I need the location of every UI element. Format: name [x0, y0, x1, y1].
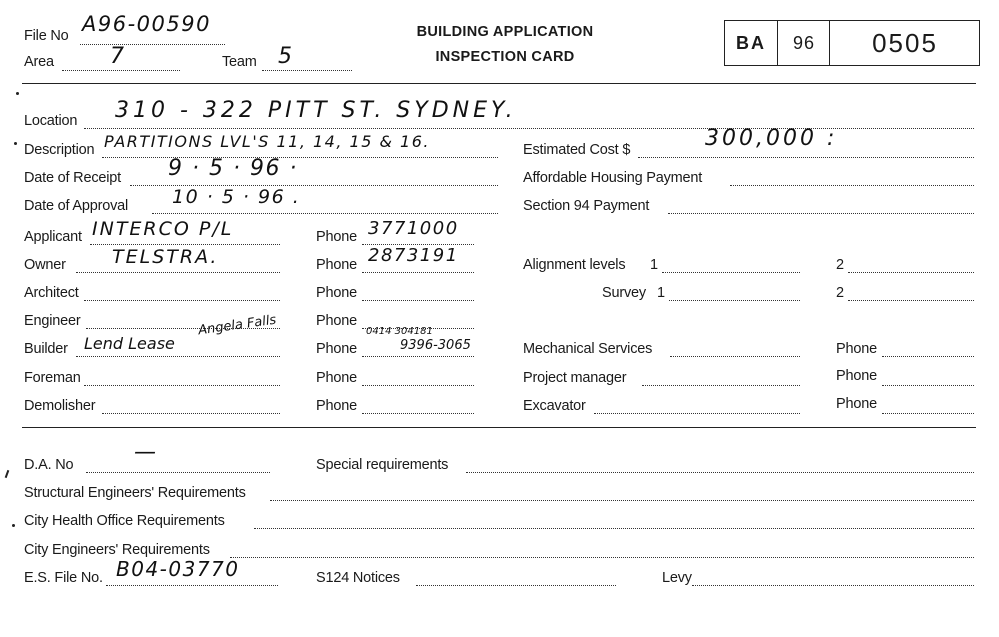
architect-label: Architect [24, 285, 79, 301]
file-no-value: A96-00590 [82, 12, 211, 36]
es-file-line [106, 585, 278, 586]
builder-phone-label: Phone [316, 341, 357, 357]
receipt-label: Date of Receipt [24, 170, 121, 186]
es-file-value: B04-03770 [116, 557, 240, 581]
file-no-line [80, 44, 225, 45]
alignment-levels-label: Alignment levels [523, 257, 626, 273]
da-no-line [86, 472, 270, 473]
owner-phone-label: Phone [316, 257, 357, 273]
applicant-label: Applicant [24, 229, 82, 245]
builder-value: Lend Lease [84, 334, 175, 353]
area-value: 7 [110, 44, 126, 69]
description-value: PARTITIONS LVL'S 11, 14, 15 & 16. [104, 132, 430, 151]
builder-phone-value: 9396-3065 [400, 338, 471, 353]
team-value: 5 [278, 44, 294, 69]
builder-label: Builder [24, 341, 68, 357]
survey-2-label: 2 [836, 285, 844, 301]
applicant-value: INTERCO P/L [92, 218, 234, 240]
alignment-1-label: 1 [650, 257, 658, 273]
scan-speck [5, 470, 10, 478]
engineer-phone-label: Phone [316, 313, 357, 329]
ref-prefix: BA [736, 32, 766, 53]
section94-line [668, 213, 974, 214]
owner-value: TELSTRA. [112, 246, 219, 268]
estimated-cost-line [638, 157, 974, 158]
scan-speck [14, 142, 17, 145]
header-divider [22, 83, 976, 84]
survey-1-label: 1 [657, 285, 665, 301]
foreman-phone-line [362, 385, 474, 386]
alignment-2-line [848, 272, 974, 273]
applicant-phone-label: Phone [316, 229, 357, 245]
section94-label: Section 94 Payment [523, 198, 650, 214]
health-requirements-label: City Health Office Requirements [24, 513, 225, 529]
project-manager-line [642, 385, 800, 386]
team-label: Team [222, 54, 257, 70]
city-engineers-line [230, 557, 974, 558]
da-no-value: — [134, 440, 158, 465]
team-line [262, 70, 352, 71]
card-title-line-2: INSPECTION CARD [435, 49, 575, 65]
special-requirements-line [466, 472, 974, 473]
scan-speck [12, 524, 15, 527]
da-no-label: D.A. No [24, 457, 74, 473]
location-value: 310 - 322 PITT ST. SYDNEY. [115, 98, 517, 123]
card-title [395, 24, 615, 65]
project-manager-phone-line [882, 385, 974, 386]
card-title-line-1: BUILDING APPLICATION [416, 24, 594, 40]
receipt-value: 9 · 5 · 96 · [168, 156, 298, 181]
area-label: Area [24, 54, 54, 70]
engineer-label: Engineer [24, 313, 81, 329]
levy-label: Levy [662, 570, 692, 586]
foreman-phone-label: Phone [316, 370, 357, 386]
survey-2-line [848, 300, 974, 301]
architect-phone-label: Phone [316, 285, 357, 301]
scan-speck [16, 92, 19, 95]
mechanical-phone-line [882, 356, 974, 357]
excavator-phone-line [882, 413, 974, 414]
owner-line [76, 272, 280, 273]
excavator-phone-label: Phone [836, 396, 877, 412]
reference-number-box [724, 20, 980, 66]
ref-number: 0505 [829, 21, 980, 65]
approval-line [152, 213, 498, 214]
demolisher-phone-line [362, 413, 474, 414]
affordable-housing-label: Affordable Housing Payment [523, 170, 703, 186]
health-requirements-line [254, 528, 974, 529]
city-engineers-label: City Engineers' Requirements [24, 542, 210, 558]
estimated-cost-label: Estimated Cost $ [523, 142, 631, 158]
architect-line [84, 300, 280, 301]
foreman-line [84, 385, 280, 386]
mechanical-phone-label: Phone [836, 341, 877, 357]
survey-label: Survey [602, 285, 646, 301]
ref-year: 96 [777, 21, 830, 65]
foreman-label: Foreman [24, 370, 81, 386]
demolisher-label: Demolisher [24, 398, 96, 414]
demolisher-phone-label: Phone [316, 398, 357, 414]
approval-value: 10 · 5 · 96 . [172, 186, 301, 208]
es-file-label: E.S. File No. [24, 570, 103, 586]
applicant-line [90, 244, 280, 245]
demolisher-line [102, 413, 280, 414]
alignment-1-line [662, 272, 800, 273]
builder-line [76, 356, 280, 357]
location-line [84, 128, 974, 129]
affordable-housing-line [730, 185, 974, 186]
alignment-2-label: 2 [836, 257, 844, 273]
excavator-line [594, 413, 800, 414]
levy-line [692, 585, 974, 586]
description-line [102, 157, 498, 158]
owner-label: Owner [24, 257, 66, 273]
mechanical-services-label: Mechanical Services [523, 341, 653, 357]
owner-phone-line [362, 272, 474, 273]
project-manager-phone-label: Phone [836, 368, 877, 384]
file-no-label: File No [24, 28, 69, 44]
mechanical-services-line [670, 356, 800, 357]
survey-1-line [669, 300, 800, 301]
special-requirements-label: Special requirements [316, 457, 449, 473]
builder-contact-value: Angela Falls [197, 312, 278, 339]
structural-requirements-line [270, 500, 974, 501]
excavator-label: Excavator [523, 398, 586, 414]
approval-label: Date of Approval [24, 198, 129, 214]
builder-phone-line [362, 356, 474, 357]
applicant-phone-value: 3771000 [368, 218, 459, 239]
structural-requirements-label: Structural Engineers' Requirements [24, 485, 246, 501]
estimated-cost-value: 300,000 : [705, 126, 838, 151]
s124-notices-line [416, 585, 616, 586]
description-label: Description [24, 142, 95, 158]
contacts-divider [22, 427, 976, 428]
area-line [62, 70, 180, 71]
s124-notices-label: S124 Notices [316, 570, 400, 586]
location-label: Location [24, 113, 78, 129]
owner-phone-value: 2873191 [368, 245, 459, 266]
architect-phone-line [362, 300, 474, 301]
project-manager-label: Project manager [523, 370, 627, 386]
builder-mobile-value: 0414 304181 [366, 326, 433, 337]
